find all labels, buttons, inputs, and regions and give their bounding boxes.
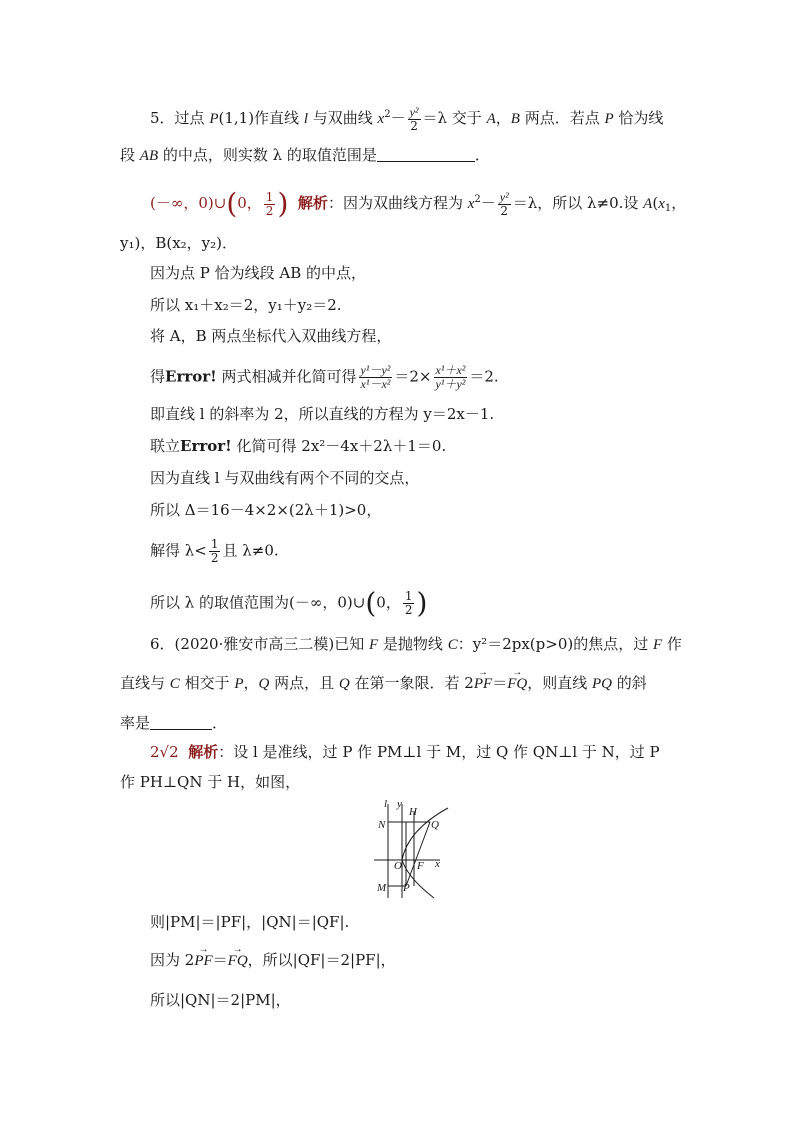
parabola-diagram bbox=[368, 800, 458, 904]
label-l: l bbox=[384, 798, 388, 810]
q5-line-14: 所以 λ 的取值范围为(－∞，0)∪(0， $\frac{1}{2}$ ) bbox=[150, 586, 428, 620]
fraction: $\frac{\text{y²}}{2}$ bbox=[409, 104, 419, 133]
answer-blank bbox=[150, 715, 212, 730]
q5-line-4: y₁)，B(x₂，y₂)． bbox=[120, 234, 238, 252]
answer-blank bbox=[377, 147, 475, 162]
label-n: N bbox=[378, 819, 386, 831]
q6-line-2: 直线与 C 相交于 P，Q 两点，且 Q 在第一象限．若 2→ PF＝→ FQ，则直线 PQ 的斜 bbox=[120, 673, 647, 694]
q5-line-11: 因为直线 l 与双曲线有两个不同的交点， bbox=[150, 469, 420, 487]
q5-line-1: 5．过点 P(1,1)作直线 l 与双曲线 $x^2-$ $\frac{\text{y²}}{2}$ ＝λ 交于 A，B 两点．若点 P 恰为线 bbox=[150, 104, 664, 133]
label-x: x bbox=[435, 858, 440, 870]
label-p: P bbox=[403, 882, 410, 894]
q6-line-6: 则|PM|＝|PF|，|QN|＝|QF|. bbox=[150, 913, 350, 931]
label-f: F bbox=[417, 860, 424, 872]
q6-line-1: 6．(2020·雅安市高三二模)已知 F 是抛物线 C：y²＝2px(p>0)的焦点，过 F 作 bbox=[150, 635, 682, 653]
label-y: y bbox=[397, 798, 402, 810]
q6-line-7: 因为 2→ PF＝→ FQ，所以|QF|＝2|PF|， bbox=[150, 950, 396, 971]
q6-line-3: 率是 ． bbox=[120, 714, 228, 732]
q5-line-6: 所以 x₁＋x₂＝2，y₁＋y₂＝2. bbox=[150, 296, 342, 314]
analysis-label: 解析 bbox=[297, 194, 328, 212]
q5-answer-line: (－∞，0)∪(0， $\frac{1}{2}$ ) 解析：因为双曲线方程为 $x^2-$ $\frac{\text{y²}}{2}$ ＝λ，所以 λ≠0.设 $A(x_1$， bbox=[150, 187, 687, 220]
label-m: M bbox=[377, 882, 387, 894]
label-q: Q bbox=[431, 819, 439, 831]
q6-line-5: 作 PH⊥QN 于 H，如图， bbox=[120, 773, 301, 791]
q5-line-10: 联立Error! 化简可得 2x²－4x＋2λ＋1＝0. bbox=[150, 437, 447, 455]
q5-line-7: 将 A，B 两点坐标代入双曲线方程， bbox=[150, 327, 392, 345]
q5-line-2: 段 AB 的中点，则实数 λ 的取值范围是 ． bbox=[120, 146, 490, 164]
label-h: H bbox=[409, 806, 417, 818]
q5-line-9: 即直线 l 的斜率为 2，所以直线的方程为 y＝2x－1. bbox=[150, 405, 495, 423]
q6-line-8: 所以|QN|＝2|PM|， bbox=[150, 991, 291, 1009]
q5-line-12: 所以 Δ＝16－4×2×(2λ＋1)>0， bbox=[150, 501, 382, 519]
analysis-label: 解析 bbox=[188, 743, 219, 761]
q5-line-8: 得Error! 两式相减并化简可得 $\frac{\text{y¹－y²}}{\text{x¹－x²}}$ ＝2× $\frac{\text{x¹＋x²}}{\text{y¹＋y²}}$ ＝2. bbox=[150, 363, 499, 391]
q6-answer-line: 2√2 解析：设 l 是准线，过 P 作 PM⊥l 于 M，过 Q 作 QN⊥l 于 N，过 P bbox=[150, 743, 660, 761]
q5-line-5: 因为点 P 恰为线段 AB 的中点， bbox=[150, 264, 367, 282]
q5-line-13: 解得 λ< $\frac{1}{2}$ 且 λ≠0. bbox=[150, 537, 279, 565]
label-o: O bbox=[394, 860, 402, 872]
line-pq bbox=[406, 822, 430, 886]
